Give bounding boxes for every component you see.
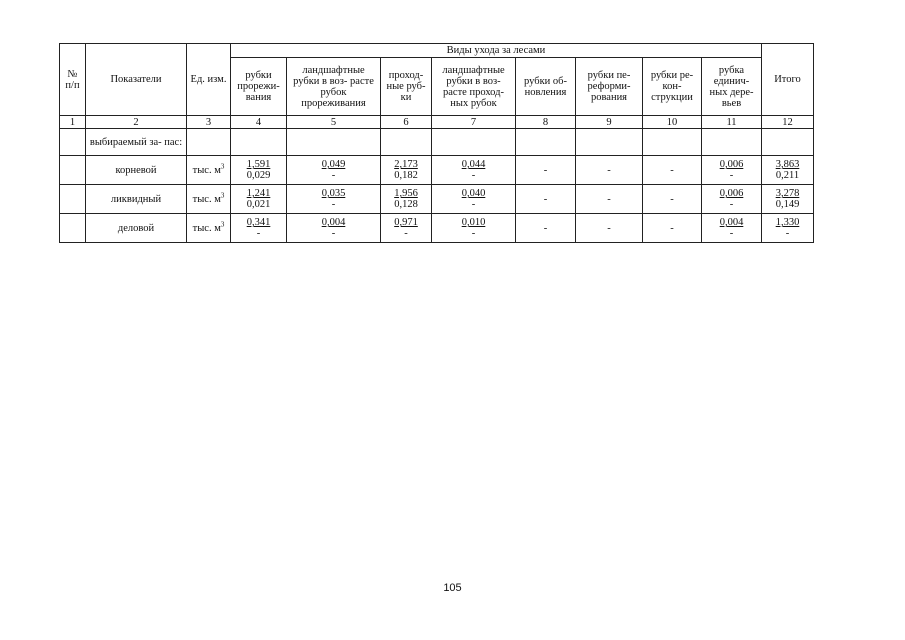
value-cell [516,156,576,185]
col-number: 5 [287,116,381,129]
denominator: - [729,170,734,181]
fraction-value [383,217,429,239]
table-row [60,156,814,185]
denominator: - [331,228,336,239]
value-cell [432,185,516,214]
numerator: 0,006 [719,159,744,170]
value-cell [762,185,814,214]
fraction-value [704,188,759,210]
value-cell [643,214,702,243]
value-cell [287,185,381,214]
value-cell [576,214,643,243]
dash-value: - [543,193,548,205]
header-col-5: ландшафтные рубки в воз- расте рубок прореживания [287,58,381,116]
value-cell [231,185,287,214]
denominator: 0,128 [394,199,418,210]
col-number: 2 [86,116,187,129]
numerator: 0,035 [321,188,346,199]
value-cell [516,214,576,243]
col-number: 6 [381,116,432,129]
denominator: 0,029 [246,170,271,181]
denominator: - [471,170,476,181]
fraction-value [764,159,811,181]
fraction-value [233,188,284,210]
denominator: - [471,228,476,239]
value-cell [702,214,762,243]
col-number: 10 [643,116,702,129]
numerator: 0,049 [321,159,346,170]
header-unit: Ед. изм. [187,44,231,116]
fraction-value [289,188,378,210]
fraction-value [764,188,811,210]
value-cell [287,156,381,185]
unit-text: тыс. м [192,222,221,234]
unit-exponent: 3 [220,220,225,228]
value-cell [231,214,287,243]
numerator: 0,040 [461,188,486,199]
unit-exponent: 3 [220,162,225,170]
row-unit [187,214,231,243]
numerator: 0,971 [394,217,418,228]
value-cell [576,156,643,185]
header-col-8: рубки об- новления [516,58,576,116]
fraction-value [233,159,284,181]
value-cell [432,156,516,185]
value-cell [576,185,643,214]
numerator: 0,004 [321,217,346,228]
numerator: 1,956 [394,188,418,199]
dash-value: - [670,193,674,205]
row-name: ликвидный [86,185,187,214]
denominator: - [331,170,336,181]
fraction-value [233,217,284,239]
numerator: 1,330 [775,217,800,228]
header-total: Итого [762,44,814,116]
denominator: 0,149 [775,199,800,210]
data-rows [60,156,814,243]
header-col-10: рубки ре- кон- струкции [643,58,702,116]
value-cell [231,156,287,185]
numerator: 3,278 [775,188,800,199]
dash-value: - [607,222,611,234]
row-unit [187,185,231,214]
denominator: 0,182 [394,170,418,181]
fraction-value [704,217,759,239]
col-number: 7 [432,116,516,129]
forest-care-table [59,43,814,243]
value-cell [287,214,381,243]
table-row [60,185,814,214]
header-col-7: ландшафтные рубки в воз- расте проход- ных рубок [432,58,516,116]
col-number: 11 [702,116,762,129]
value-cell [381,156,432,185]
unit-exponent: 3 [220,191,225,199]
dash-value: - [543,222,548,234]
numerator: 2,173 [394,159,418,170]
denominator: 0,021 [246,199,271,210]
value-cell [762,156,814,185]
section-row [60,129,814,156]
numerator: 0,010 [461,217,486,228]
section-label: выбираемый за- пас: [86,129,187,156]
denominator: - [471,199,476,210]
col-number: 8 [516,116,576,129]
numerator: 0,006 [719,188,744,199]
denominator: 0,211 [775,170,800,181]
header-number: № п/п [60,44,86,116]
header-col-11: рубка единич- ных дере- вьев [702,58,762,116]
value-cell [702,185,762,214]
dash-value: - [607,164,611,176]
col-number: 4 [231,116,287,129]
fraction-value [434,217,513,239]
header-indicators: Показатели [86,44,187,116]
numerator: 0,044 [461,159,486,170]
row-name: корневой [86,156,187,185]
col-number: 9 [576,116,643,129]
dash-value: - [607,193,611,205]
denominator: - [785,228,790,239]
header-col-6: проход- ные руб- ки [381,58,432,116]
numerator: 1,591 [246,159,271,170]
value-cell [643,185,702,214]
col-number: 3 [187,116,231,129]
header-group: Виды ухода за лесами [231,44,762,58]
row-unit [187,156,231,185]
col-number: 12 [762,116,814,129]
value-cell [432,214,516,243]
dash-value: - [670,164,674,176]
numerator: 0,341 [246,217,271,228]
fraction-value [289,217,378,239]
dash-value: - [543,164,548,176]
value-cell [381,214,432,243]
denominator: - [729,228,734,239]
denominator: - [256,228,261,239]
fraction-value [434,188,513,210]
value-cell [762,214,814,243]
header-col-9: рубки пе- реформи- рования [576,58,643,116]
unit-text: тыс. м [192,193,221,205]
fraction-value [383,159,429,181]
denominator: - [331,199,336,210]
value-cell [516,185,576,214]
numerator: 1,241 [246,188,271,199]
fraction-value [289,159,378,181]
value-cell [702,156,762,185]
denominator: - [404,228,408,239]
col-number: 1 [60,116,86,129]
fraction-value [704,159,759,181]
page-number: 105 [443,582,462,594]
denominator: - [729,199,734,210]
numerator: 3,863 [775,159,800,170]
value-cell [381,185,432,214]
dash-value: - [670,222,674,234]
unit-text: тыс. м [192,164,221,176]
numerator: 0,004 [719,217,744,228]
column-number-row [60,116,814,129]
fraction-value [764,217,811,239]
fraction-value [383,188,429,210]
table-row [60,214,814,243]
header-col-4: рубки прорежи- вания [231,58,287,116]
row-name: деловой [86,214,187,243]
fraction-value [434,159,513,181]
value-cell [643,156,702,185]
